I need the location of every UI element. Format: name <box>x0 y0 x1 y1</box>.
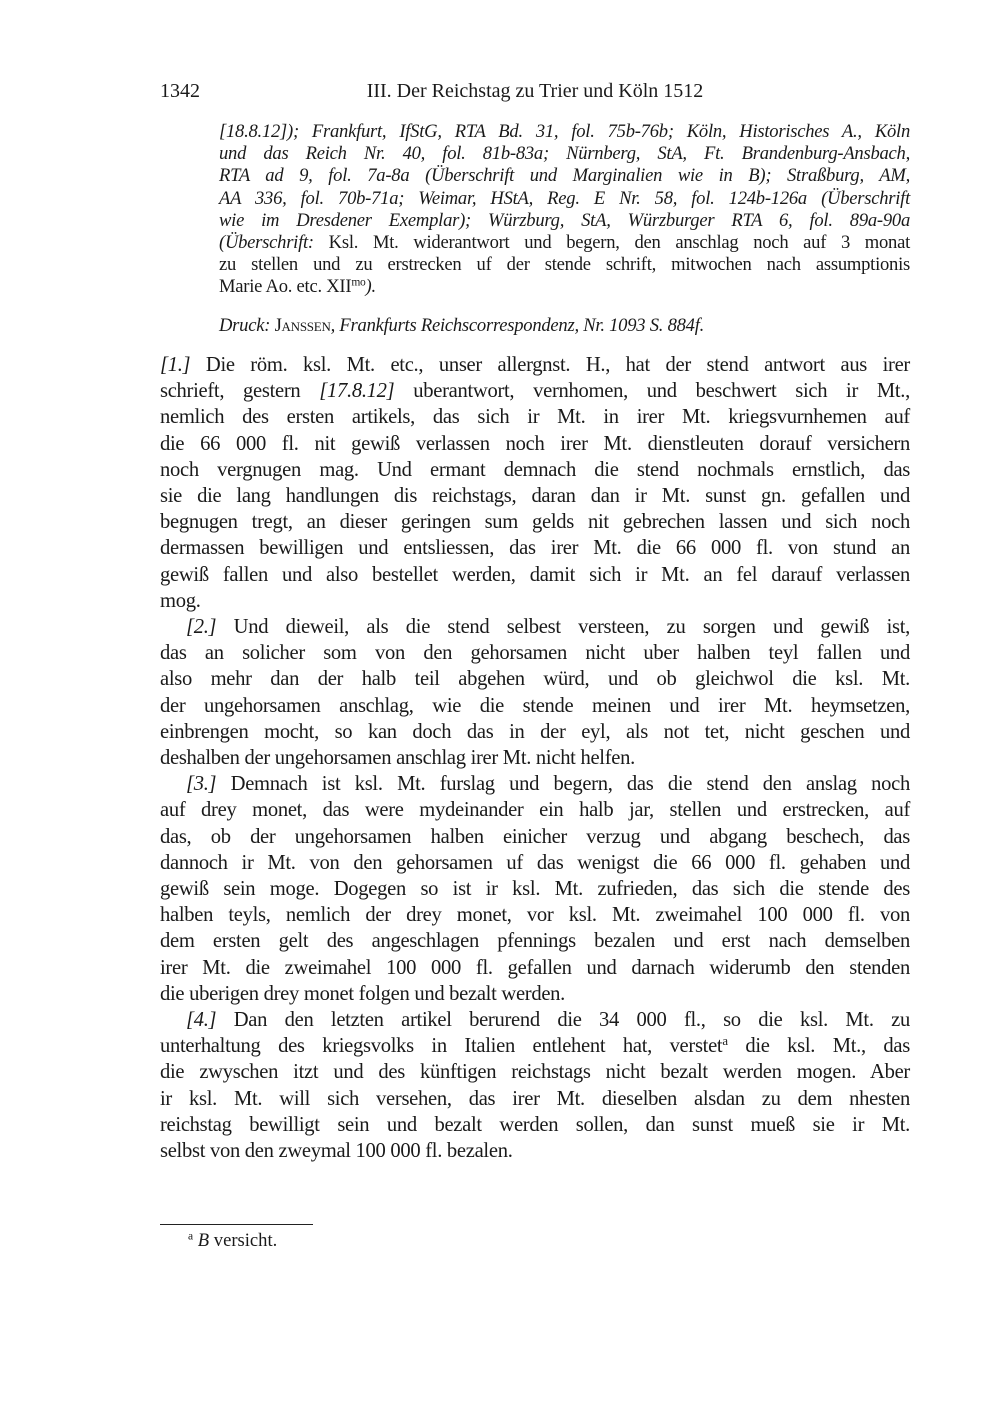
page-header <box>160 80 910 106</box>
text-segment: die uberigen drey monet folgen und bezalt werden. <box>160 982 566 1005</box>
text-line <box>160 1086 910 1112</box>
page-number: 1342 <box>160 80 200 102</box>
text-line <box>160 588 910 614</box>
text-segment: Marie Ao. etc. XII <box>219 276 352 298</box>
text-segment: irer Mt. die zweimahel 100 000 fl. gefallen und darnach widerumb den stenden <box>160 956 910 979</box>
text-line <box>160 404 910 430</box>
text-line <box>219 276 910 298</box>
text-segment: Und dieweil, als die stend selbest versteen, zu sorgen und gewiß ist, <box>216 616 910 639</box>
footnote-mark: a <box>188 1230 194 1243</box>
text-line <box>160 824 910 850</box>
text-line <box>219 165 910 187</box>
text-line <box>160 771 910 797</box>
italic-text: wie im Dresdener Exemplar); Würzburg, StA, Würzburger RTA 6, fol. 89a-90a <box>219 209 910 231</box>
text-segment: mog. <box>160 589 201 612</box>
author-name: Janssen <box>274 315 331 336</box>
paragraph <box>160 771 910 1007</box>
italic-text: ). <box>365 276 376 298</box>
text-segment: sie die lang handlungen dis reichstags, daran dan ir Mt. sunst gn. gefallen und <box>160 485 910 508</box>
text-line <box>160 535 910 561</box>
text-line <box>160 1007 910 1033</box>
text-line <box>160 719 910 745</box>
text-line <box>160 431 910 457</box>
italic-text: [3.] <box>186 773 217 796</box>
text-line <box>160 614 910 640</box>
text-segment: die ksl. Mt., das <box>727 1035 910 1058</box>
text-line <box>160 666 910 692</box>
text-line <box>219 315 910 337</box>
italic-text: , Frankfurts Reichscorrespondenz, Nr. 1093 S. 884f. <box>330 315 705 336</box>
text-line <box>160 876 910 902</box>
text-segment: schrieft, gestern <box>160 380 320 403</box>
text-segment: begnugen tregt, an dieser geringen sum gelds nit gebrechen lassen und sich noch <box>160 511 910 534</box>
italic-text: RTA ad 9, fol. 7a-8a (Überschrift und Marginalien wie in B); Straßburg, AM, <box>219 165 910 187</box>
text-segment: der ungehorsamen anschlag, wie die stende meinen und irer Mt. heymsetzen, <box>160 694 910 717</box>
text-segment: gewiß fallen und also bestellet werden, damit sich ir Mt. an fel darauf verlassen <box>160 563 910 586</box>
paragraph <box>160 1007 910 1164</box>
text-line <box>160 928 910 954</box>
text-segment: also mehr dan der halb teil abgehen würd, und ob gleichwol die ksl. Mt. <box>160 668 910 691</box>
text-segment: zu stellen und zu erstrecken uf der stende schrift, mitwochen nach assumptionis <box>219 254 910 276</box>
text-line <box>219 121 910 143</box>
text-line <box>160 1059 910 1085</box>
text-segment: die 66 000 fl. nit gewiß verlassen noch irer Mt. dienstleuten dorauf versichern <box>160 432 910 455</box>
text-line <box>219 143 910 165</box>
text-line <box>160 352 910 378</box>
text-line <box>160 1138 910 1164</box>
text-segment: einbrengen mocht, so kan doch das in der eyl, als not tet, nicht geschen und <box>160 720 910 743</box>
italic-text: (Überschrift: <box>219 232 329 254</box>
italic-text: AA 336, fol. 70b-71a; Weimar, HStA, Reg. E Nr. 58, fol. 124b-126a (Überschrift <box>219 187 910 209</box>
text-line <box>160 797 910 823</box>
text-segment: Demnach ist ksl. Mt. furslag und begern, das die stend den anslag noch <box>216 773 910 796</box>
text-line <box>160 981 910 1007</box>
text-segment: dermassen bewilligen und entsliessen, das irer Mt. die 66 000 fl. von stund an <box>160 537 910 560</box>
text-segment: dem ersten gelt des angeschlagen pfennings bezalen und erst nach demselben <box>160 930 910 953</box>
italic-text: [17.8.12] <box>319 380 395 403</box>
paragraph <box>160 352 910 614</box>
text-line <box>160 1033 910 1059</box>
source-apparatus <box>219 121 910 299</box>
document-body <box>160 352 910 1164</box>
footnote <box>188 1230 277 1252</box>
footnote-siglum: B <box>197 1230 210 1251</box>
text-segment: das an solicher som von den gehorsamen nicht uber halben teyl fallen und <box>160 642 910 665</box>
italic-text: [4.] <box>186 1009 217 1032</box>
text-segment: unterhaltung des kriegsvolks in Italien entlehent hat, verstet <box>160 1035 723 1058</box>
paragraph <box>160 614 910 771</box>
text-segment: nemlich des ersten artikels, das sich ir Mt. in irer Mt. kriegsvurnhemen auf <box>160 406 910 429</box>
text-segment: Ksl. Mt. widerantwort und begern, den anschlag noch auf 3 monat <box>328 232 911 254</box>
text-line <box>219 210 910 232</box>
text-line <box>219 188 910 210</box>
text-line <box>160 693 910 719</box>
text-line <box>219 232 910 254</box>
italic-text: [2.] <box>186 616 217 639</box>
text-segment: deshalben der ungehorsamen anschlag irer Mt. nicht helfen. <box>160 747 635 770</box>
text-segment: das, ob der ungehorsamen halben einicher verzug und abgang beschech, das <box>160 825 910 848</box>
text-segment: Dan den letzten artikel berurend die 34 000 fl., so die ksl. Mt. zu <box>216 1009 910 1032</box>
text-line <box>160 902 910 928</box>
text-segment: die zwyschen itzt und des künftigen reichstags nicht bezalt werden mogen. Aber <box>160 1061 910 1084</box>
print-reference <box>219 315 910 337</box>
text-segment: auf drey monet, das were mydeinander ein halb jar, stellen und erstrecken, auf <box>160 799 910 822</box>
text-line <box>160 457 910 483</box>
text-segment: halben teyls, nemlich der drey monet, vor ksl. Mt. zweimahel 100 000 fl. von <box>160 904 910 927</box>
footnote-divider <box>160 1224 313 1225</box>
text-line <box>160 955 910 981</box>
text-segment: dannoch ir Mt. von den gehorsamen uf das wenigst die 66 000 fl. gehaben und <box>160 851 910 874</box>
text-segment: reichstag bewilligt sein und bezalt werden sollen, dan sunst mueß sie ir Mt. <box>160 1113 910 1136</box>
text-segment: uberantwort, vernhomen, und beschwert sich ir Mt., <box>394 380 910 403</box>
text-line <box>160 483 910 509</box>
text-line <box>160 850 910 876</box>
text-line <box>160 640 910 666</box>
superscript: a <box>722 1034 728 1049</box>
footnote-text: versicht. <box>209 1230 278 1251</box>
text-line <box>160 745 910 771</box>
text-line <box>160 1112 910 1138</box>
text-segment: Die röm. ksl. Mt. etc., unser allergnst. H., hat der stend antwort aus irer <box>190 354 910 376</box>
text-line <box>219 254 910 276</box>
text-segment: selbst von den zweymal 100 000 fl. bezalen. <box>160 1140 513 1163</box>
italic-text: Druck: <box>219 315 275 336</box>
italic-text: [18.8.12]); Frankfurt, IfStG, RTA Bd. 31, fol. 75b-76b; Köln, Historisches A., Köln <box>219 121 910 142</box>
text-line <box>160 562 910 588</box>
italic-text: [1.] <box>160 354 191 376</box>
italic-text: und das Reich Nr. 40, fol. 81b-83a; Nürnberg, StA, Ft. Brandenburg-Ansbach, <box>219 143 910 165</box>
text-line <box>160 509 910 535</box>
running-title: III. Der Reichstag zu Trier und Köln 1512 <box>366 80 704 102</box>
text-segment: noch vergnugen mag. Und ermant demnach die stend nochmals ernstlich, das <box>160 458 910 481</box>
text-line <box>160 378 910 404</box>
text-segment: ir ksl. Mt. will sich versehen, das irer Mt. dieselben alsdan zu dem nhesten <box>160 1087 910 1110</box>
text-segment: gewiß sein moge. Dogegen so ist ir ksl. Mt. zufrieden, das sich die stende des <box>160 878 910 901</box>
superscript: mo <box>351 277 366 290</box>
